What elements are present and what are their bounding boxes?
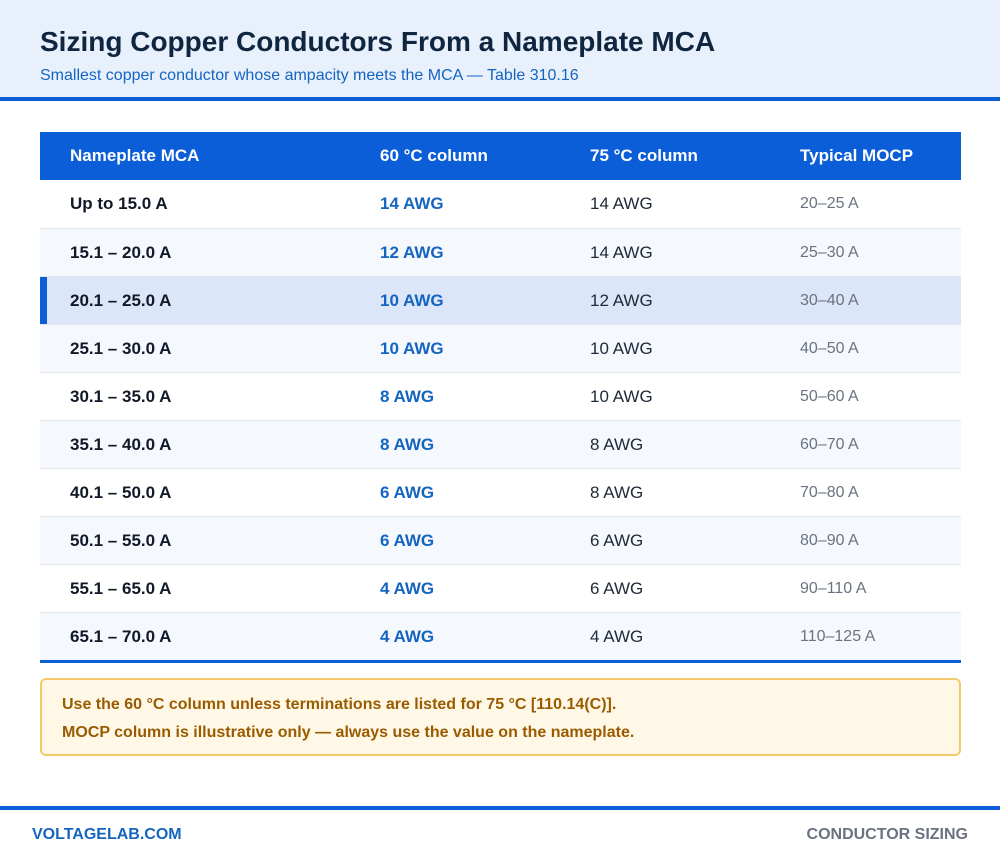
table-row (40, 372, 961, 420)
cell-nameplate-mca: 50.1 – 55.0 A (70, 530, 172, 550)
cell-nameplate-mca: Up to 15.0 A (70, 194, 168, 213)
cell-75c-conductor: 4 AWG (590, 626, 644, 646)
table-header-row (40, 132, 961, 180)
cell-60c-conductor: 12 AWG (380, 242, 444, 262)
cell-typical-mocp: 110–125 A (800, 627, 876, 645)
cell-nameplate-mca: 25.1 – 30.0 A (70, 338, 172, 358)
table-row (40, 420, 961, 468)
cell-75c-conductor: 6 AWG (590, 530, 644, 550)
cell-typical-mocp: 80–90 A (800, 531, 859, 549)
cell-60c-conductor: 6 AWG (380, 530, 435, 550)
column-header-mca: Nameplate MCA (70, 146, 200, 165)
cell-75c-conductor: 8 AWG (590, 482, 644, 502)
cell-typical-mocp: 50–60 A (800, 387, 859, 405)
cell-75c-conductor: 10 AWG (590, 338, 653, 358)
cell-typical-mocp: 20–25 A (800, 195, 859, 212)
cell-60c-conductor: 8 AWG (380, 386, 435, 406)
page-header (0, 0, 1000, 101)
cell-nameplate-mca: 20.1 – 25.0 A (70, 290, 172, 310)
cell-nameplate-mca: 35.1 – 40.0 A (70, 434, 172, 454)
column-header-60c: 60 °C column (380, 146, 488, 165)
cell-60c-conductor: 10 AWG (380, 290, 444, 310)
cell-60c-conductor: 4 AWG (380, 626, 435, 646)
table-row (40, 324, 961, 372)
table-row (40, 612, 961, 660)
table-row (40, 468, 961, 516)
cell-60c-conductor: 10 AWG (380, 338, 444, 358)
cell-typical-mocp: 60–70 A (800, 435, 859, 453)
cell-typical-mocp: 90–110 A (800, 579, 867, 597)
cell-typical-mocp: 40–50 A (800, 339, 859, 357)
cell-60c-conductor: 4 AWG (380, 578, 435, 598)
cell-typical-mocp: 70–80 A (800, 483, 859, 501)
cell-75c-conductor: 14 AWG (590, 242, 653, 262)
column-header-mocp: Typical MOCP (800, 146, 914, 165)
cell-nameplate-mca: 65.1 – 70.0 A (70, 626, 172, 646)
table-row (40, 228, 961, 276)
footer-site-link[interactable]: VOLTAGELAB.COM (32, 826, 182, 843)
cell-typical-mocp: 30–40 A (800, 291, 859, 309)
conductor-table (40, 132, 961, 663)
cell-75c-conductor: 6 AWG (590, 578, 644, 598)
cell-60c-conductor: 6 AWG (380, 482, 435, 502)
note-line-mocp: MOCP column is illustrative only — always use the value on the nameplate. (62, 724, 635, 741)
cell-nameplate-mca: 55.1 – 65.0 A (70, 578, 172, 598)
cell-nameplate-mca: 15.1 – 20.0 A (70, 242, 172, 262)
table-row (40, 516, 961, 564)
cell-nameplate-mca: 30.1 – 35.0 A (70, 386, 172, 406)
page-subtitle: Smallest copper conductor whose ampacity meets the MCA — Table 310.16 (40, 67, 579, 84)
cell-60c-conductor: 14 AWG (380, 194, 444, 213)
table-body (40, 180, 961, 660)
table-row (40, 564, 961, 612)
cell-75c-conductor: 14 AWG (590, 194, 653, 213)
table-row (40, 276, 961, 324)
note-line-terminations: Use the 60 °C column unless terminations are listed for 75 °C [110.14(C)]. (62, 696, 617, 713)
cell-75c-conductor: 8 AWG (590, 434, 644, 454)
cell-nameplate-mca: 40.1 – 50.0 A (70, 482, 172, 502)
cell-75c-conductor: 10 AWG (590, 386, 653, 406)
column-header-75c: 75 °C column (590, 146, 698, 165)
cell-typical-mocp: 25–30 A (800, 243, 859, 261)
cell-60c-conductor: 8 AWG (380, 434, 435, 454)
footer-divider (0, 806, 1000, 810)
note-box (40, 678, 961, 756)
cell-75c-conductor: 12 AWG (590, 290, 653, 310)
page-title: Sizing Copper Conductors From a Nameplate MCA (40, 26, 716, 57)
footer-section-label: CONDUCTOR SIZING (806, 826, 968, 843)
table-row (40, 180, 961, 228)
